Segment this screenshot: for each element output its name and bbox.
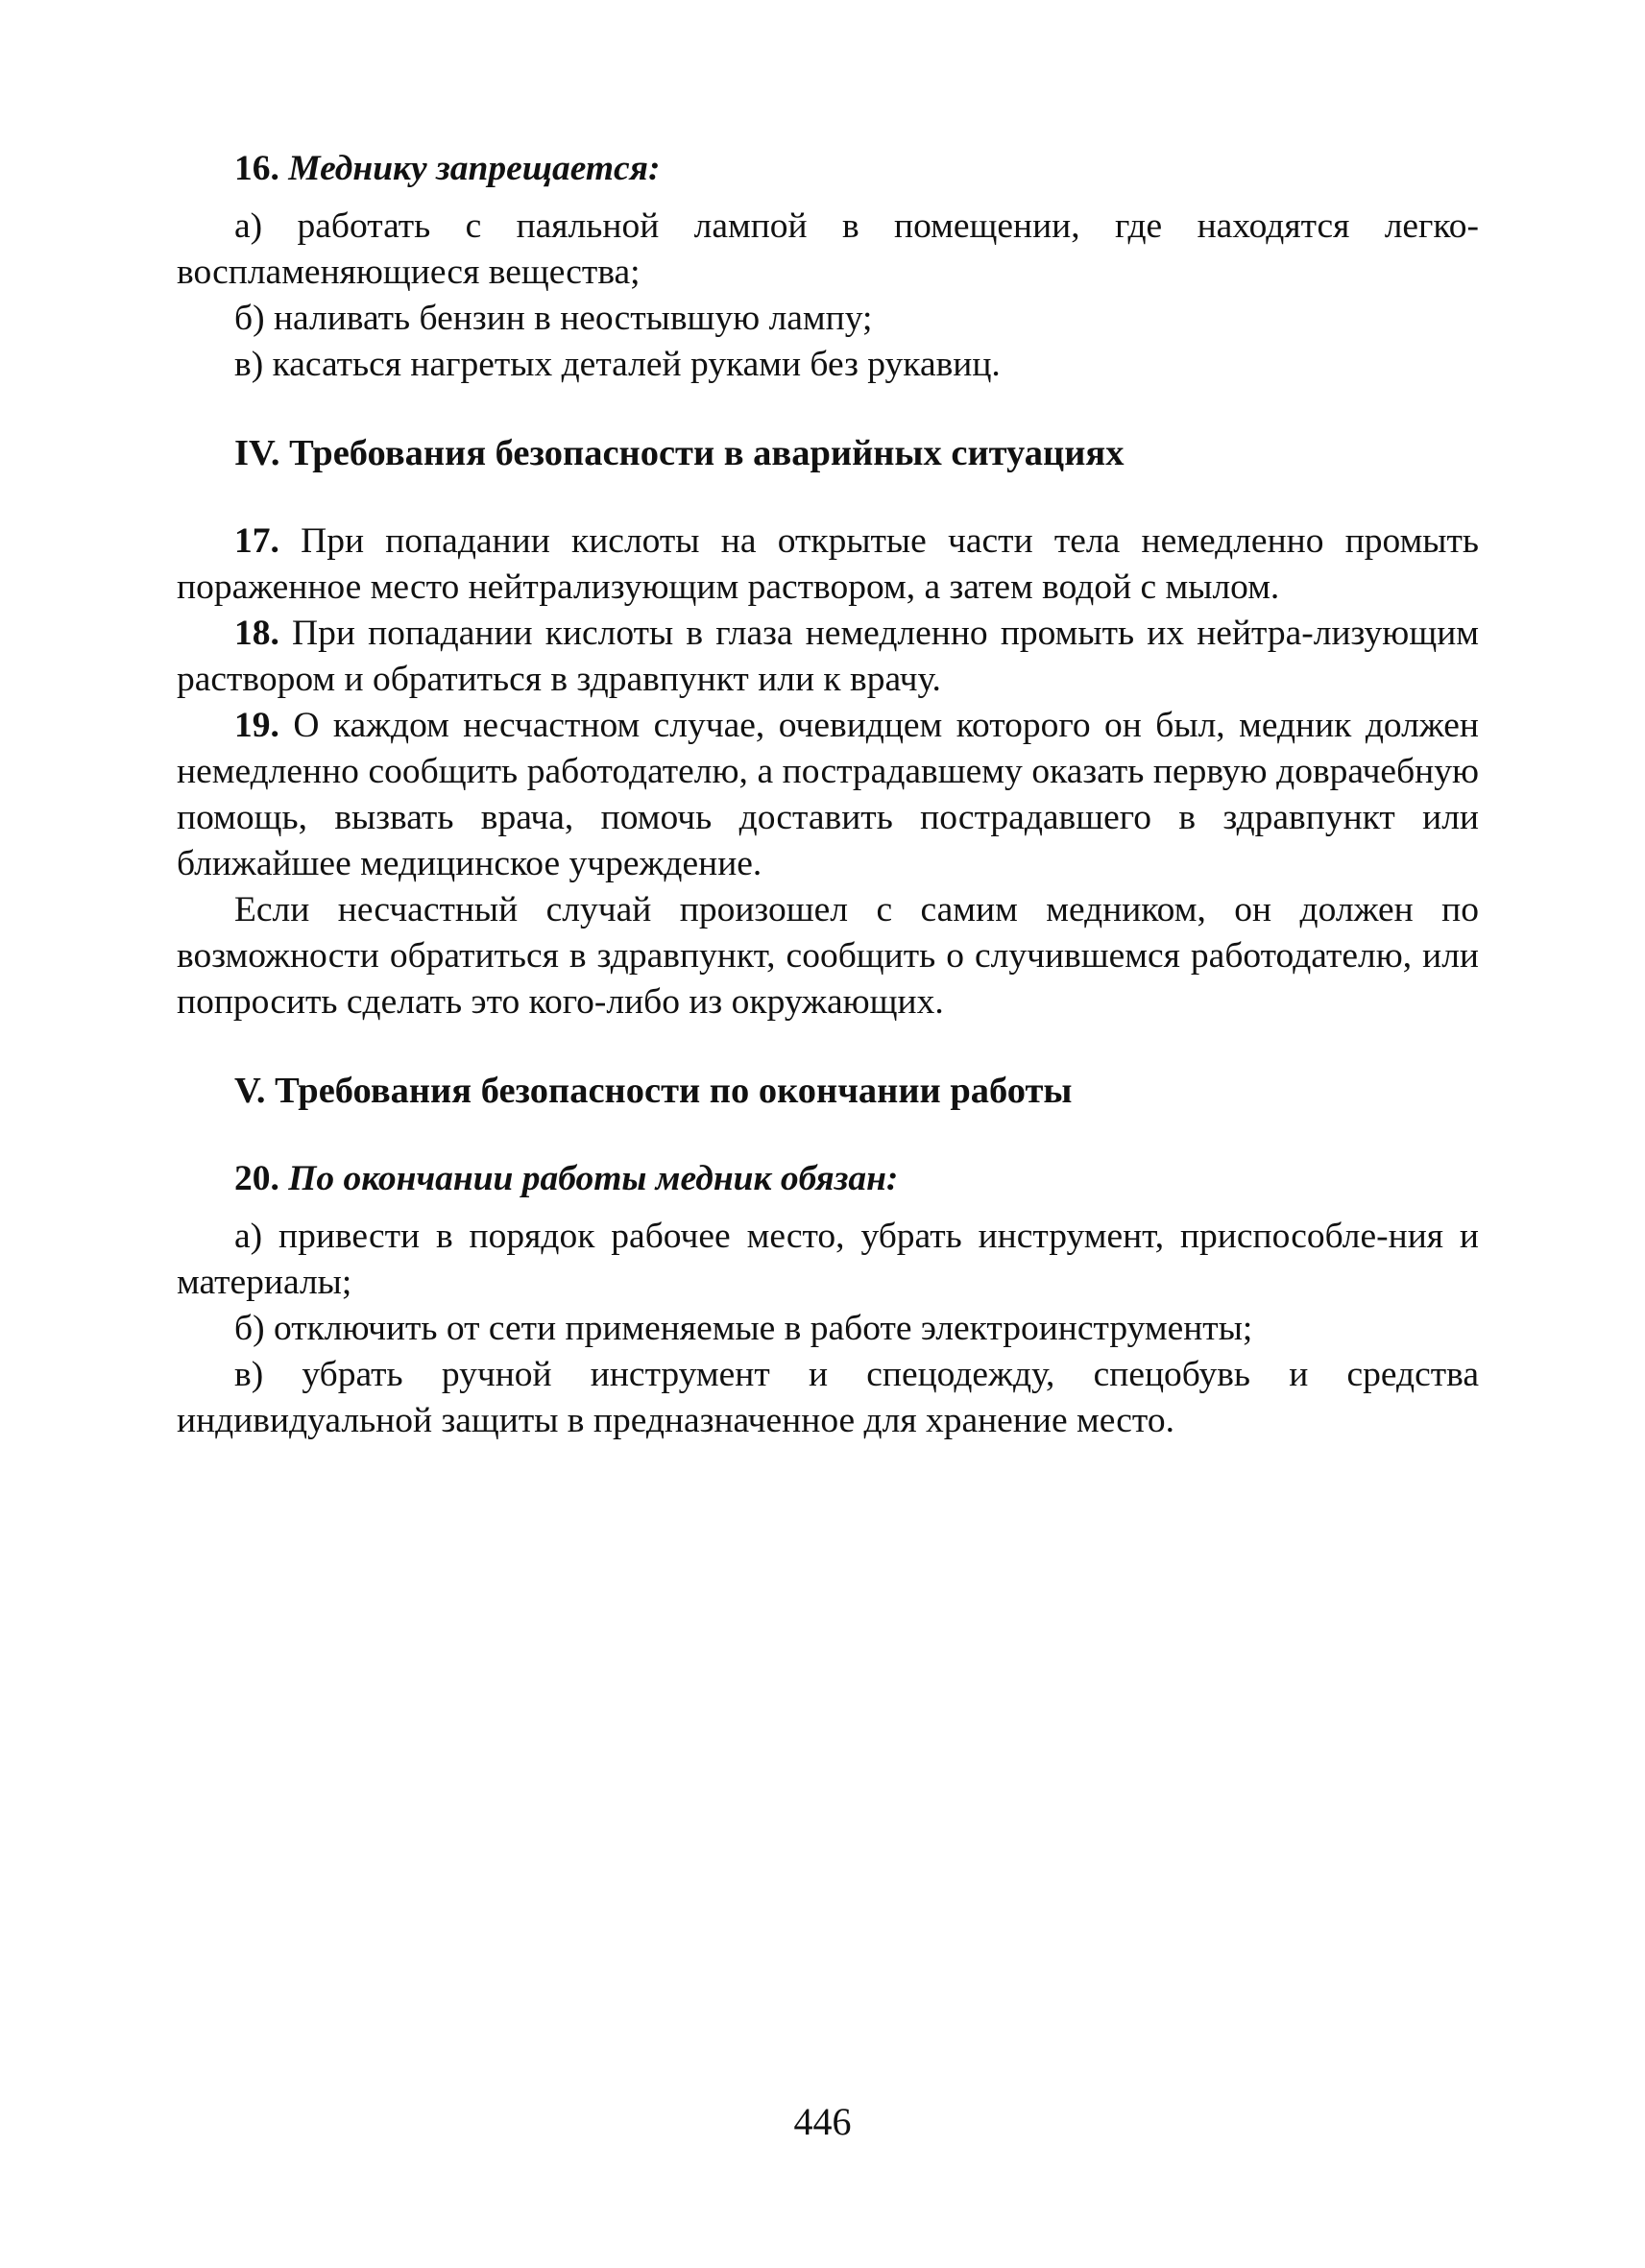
paragraph-18-text: При попадании кислоты в глаза немедленно промыть их нейтра-лизующим раствором и обратиться в здравпункт или к врачу. — [177, 614, 1479, 699]
clause-20-title: По окончании работы медник обязан: — [288, 1159, 899, 1198]
clause-20-item-b: б) отключить от сети применяемые в работе электроинструменты; — [234, 1309, 1253, 1348]
page-content — [177, 146, 1479, 1444]
clause-20-heading — [234, 1156, 1479, 1202]
clause-20-item-a: а) привести в порядок рабочее место, убрать инструмент, приспособле-ния и материалы; — [177, 1217, 1479, 1302]
section-4-title: IV. Требования безопасности в аварийных ситуациях — [234, 433, 1125, 473]
clause-20-item-c: в) убрать ручной инструмент и спецодежду, спецобувь и средства индивидуальной защиты в предназначенное для хранение место. — [177, 1355, 1479, 1440]
paragraph-19-continued: Если несчастный случай произошел с самим медником, он должен по возможности обратиться в здравпункт, сообщить о случившемся работодателю, или попросить сделать это кого-либо из окружающих. — [177, 890, 1479, 1022]
paragraph-18-number: 18. — [234, 614, 279, 653]
paragraph-19-number: 19. — [234, 706, 279, 745]
clause-16-number: 16. — [234, 149, 279, 188]
paragraph-17 — [177, 519, 1479, 611]
section-5-title: V. Требования безопасности по окончании работы — [234, 1071, 1073, 1111]
clause-16-heading — [234, 146, 1479, 192]
paragraph-17-number: 17. — [234, 521, 279, 561]
page-number: 446 — [793, 2100, 852, 2143]
paragraph-19-text: О каждом несчастном случае, очевидцем которого он был, медник должен немедленно сообщить работодателю, а пострадавшему оказать первую доврачебную помощь, вызвать врача, помочь доставить пострадавшего в здравпункт или ближайшее медицинское учреждение. — [177, 706, 1480, 883]
paragraph-17-text: При попадании кислоты на открытые части тела немедленно промыть пораженное место нейтрализующим раствором, а затем водой с мылом. — [177, 521, 1479, 607]
paragraph-19 — [177, 703, 1479, 887]
paragraph-18 — [177, 611, 1479, 703]
clause-20-number: 20. — [234, 1159, 279, 1198]
clause-16-item-c: в) касаться нагретых деталей руками без рукавиц. — [234, 345, 1001, 384]
clause-16-item-a: а) работать с паяльной лампой в помещении, где находятся легко-воспламеняющиеся вещества; — [177, 206, 1479, 292]
clause-16-item-b: б) наливать бензин в неостывшую лампу; — [234, 299, 873, 338]
clause-16-title: Меднику запрещается: — [288, 149, 661, 188]
